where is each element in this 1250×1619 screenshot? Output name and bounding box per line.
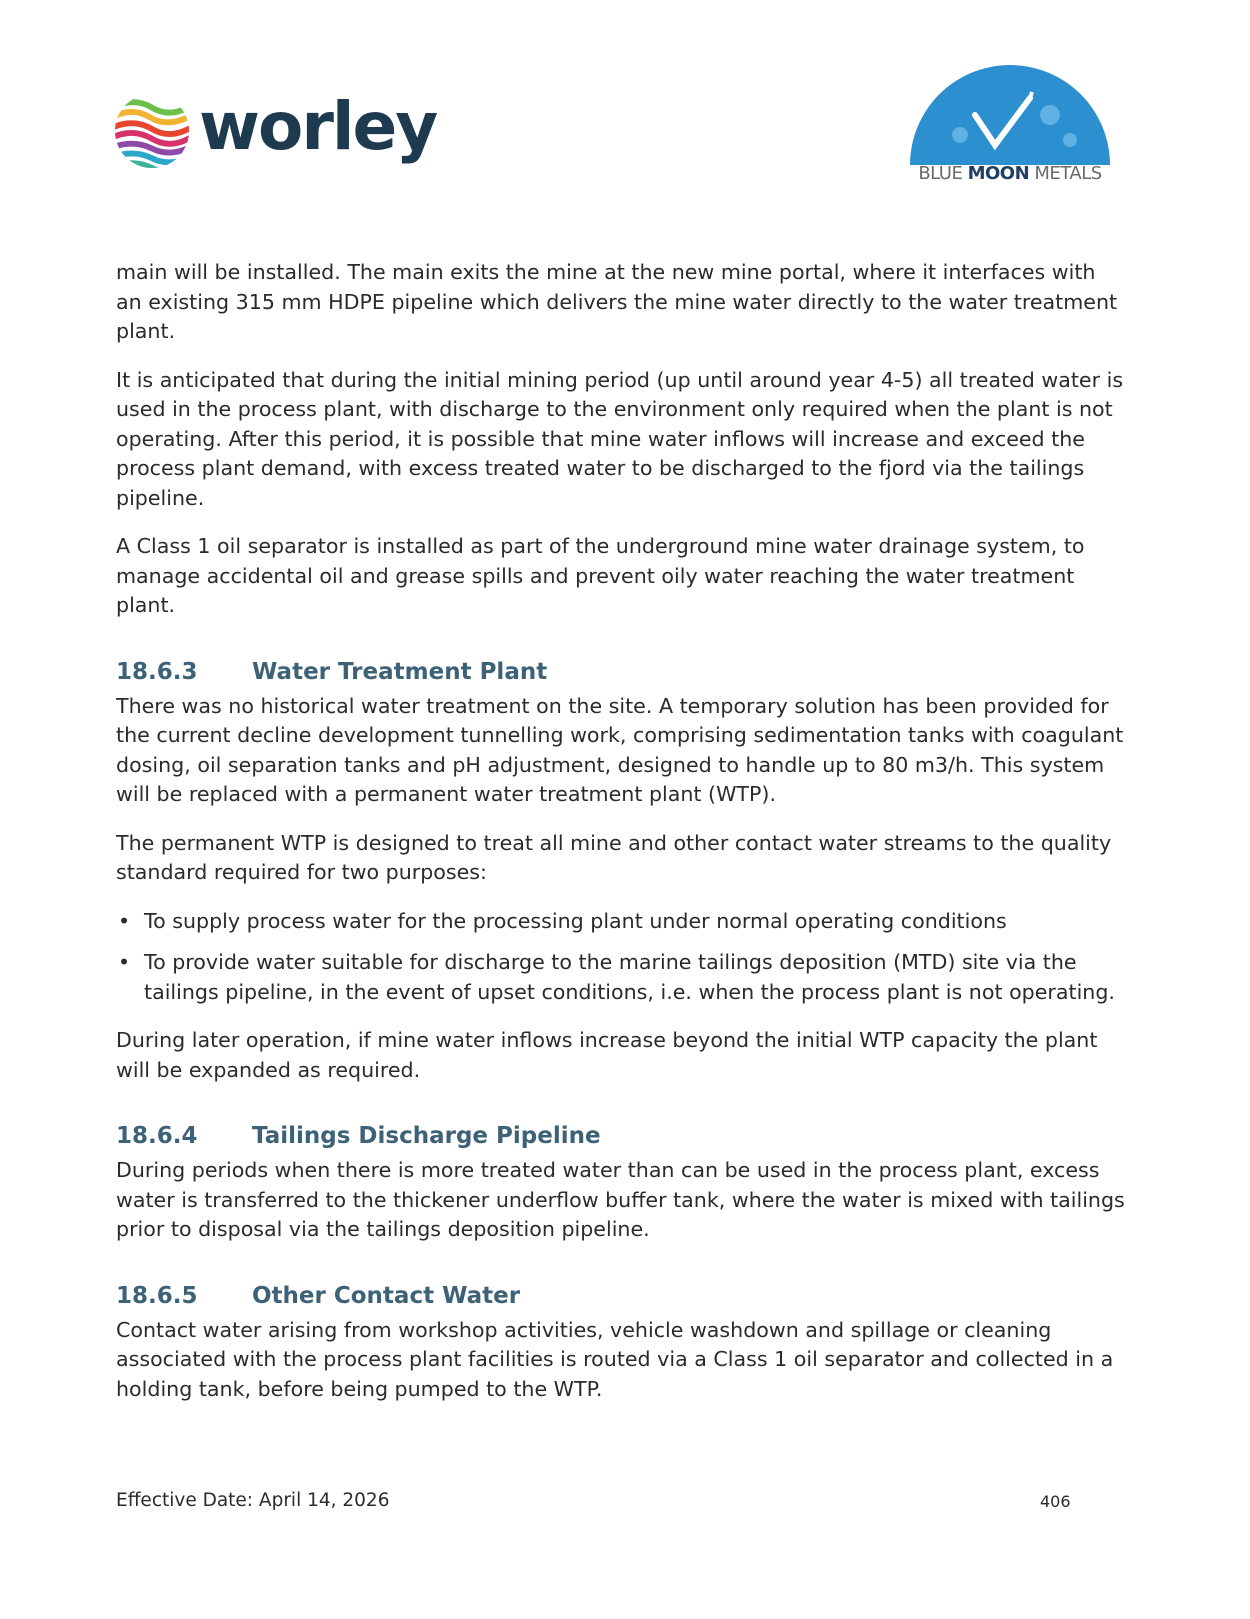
list-item: • To provide water suitable for discharge to the marine tailings deposition (MTD) site via the tailings pipeline, in the event of upset conditions, i.e. when the process plant is not operating. xyxy=(118,950,1115,1004)
section-title: Tailings Discharge Pipeline xyxy=(252,1123,601,1149)
contact-water-paragraph: Contact water arising from workshop activities, vehicle washdown and spillage or cleaning associated with the process plant facilities is routed via a Class 1 oil separator and collected in a holding tank, before being pumped to the WTP. xyxy=(116,1317,1114,1401)
moon-icon xyxy=(900,60,1120,170)
worley-swirl-icon xyxy=(113,92,191,170)
wtp-paragraph-2: The permanent WTP is designed to treat all mine and other contact water streams to the quality standard required for two purposes: xyxy=(116,830,1112,884)
intro-paragraph-2: It is anticipated that during the initial mining period (up until around year 4-5) all treated water is used in the process plant, with discharge to the environment only required when the plant is not operating. After this period, it is possible that mine water inflows will increase and exceed the process plant demand, with excess treated water to be discharged to the fjord via the tailings pipeline. xyxy=(116,367,1124,510)
tailings-paragraph: During periods when there is more treated water than can be used in the process plant, excess water is transferred to the thickener underflow buffer tank, where the water is mixed with tailings prior to disposal via the tailings deposition pipeline. xyxy=(116,1158,1125,1241)
bullet-icon: • xyxy=(118,908,131,933)
list-item: • To supply process water for the processing plant under normal operating conditions xyxy=(116,907,1126,937)
worley-wordmark: worley xyxy=(199,88,437,165)
page-content xyxy=(116,258,1126,1423)
blue-moon-metals-logo xyxy=(900,60,1120,195)
blue-moon-metals-wordmark: BLUE MOON METALS xyxy=(918,163,1102,184)
bullet-icon: • xyxy=(118,950,131,974)
intro-paragraph-3: A Class 1 oil separator is installed as part of the underground mine water drainage system, to manage accidental oil and grease spills and prevent oily water reaching the water treatment plant. xyxy=(116,534,1085,617)
page-header xyxy=(0,0,1250,230)
intro-paragraph-1: main will be installed. The main exits the mine at the new mine portal, where it interfaces with an existing 315 mm HDPE pipeline which delivers the mine water directly to the water treatment plant. xyxy=(116,260,1118,343)
section-number: 18.6.3 xyxy=(116,658,198,685)
page-number: 406 xyxy=(1040,1492,1071,1511)
section-heading-18-6-4 xyxy=(116,1120,1126,1152)
section-number: 18.6.5 xyxy=(116,1282,198,1309)
worley-logo xyxy=(113,88,453,178)
section-title: Other Contact Water xyxy=(252,1282,521,1309)
section-heading-18-6-5 xyxy=(116,1280,1126,1312)
wtp-purpose-list xyxy=(116,907,1126,1008)
effective-date: Effective Date: April 14, 2026 xyxy=(116,1490,390,1511)
section-heading-18-6-3 xyxy=(116,656,1126,688)
section-title: Water Treatment Plant xyxy=(252,658,548,685)
wtp-paragraph-3: During later operation, if mine water inflows increase beyond the initial WTP capacity the plant will be expanded as required. xyxy=(116,1028,1098,1082)
wtp-paragraph-1: There was no historical water treatment on the site. A temporary solution has been provided for the current decline development tunnelling work, comprising sedimentation tanks with coagulant dosing, oil separation tanks and pH adjustment, designed to handle up to 80 m3/h. This system will be replaced with a permanent water treatment plant (WTP). xyxy=(116,693,1124,806)
section-number: 18.6.4 xyxy=(116,1123,198,1149)
